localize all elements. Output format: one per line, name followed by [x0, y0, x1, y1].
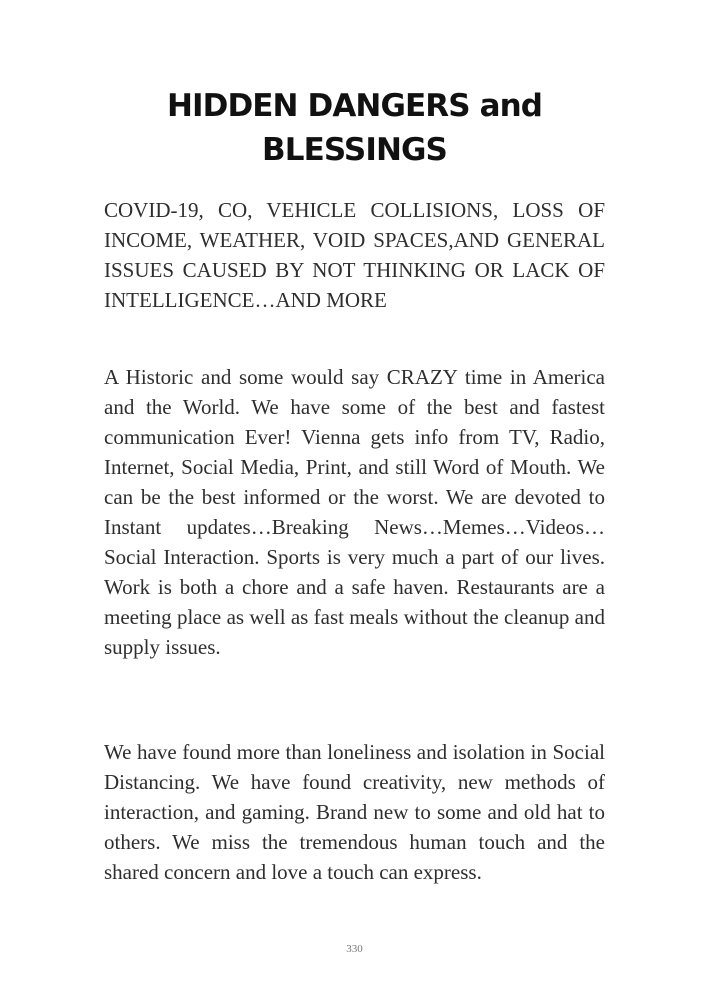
page-title: HIDDEN DANGERS and BLESSINGS [166, 88, 543, 168]
body-paragraph: We have found more than loneliness and isolation in Social Distancing. We have found creativity, new methods of interaction, and gaming. Brand new to some and old hat to others. We miss the tremendous human touch and the shared concern and love a touch can express. [104, 740, 605, 884]
body-paragraph: A Historic and some would say CRAZY time in America and the World. We have some of the best and fastest communication Ever! Vienna gets info from TV, Radio, Internet, Social Media, Print, and still Word of Mouth. We can be the best informed or the worst. We are devoted to Instant updates…Breaking News…Memes…Videos…Social Interaction. Sports is very much a part of our lives. Work is both a chore and a safe haven. Restaurants are a meeting place as well as fast meals without the cleanup and supply issues. [104, 365, 605, 659]
page-number: 330 [346, 943, 363, 955]
chapter-subtitle: COVID-19, CO, VEHICLE COLLISIONS, LOSS OF INCOME, WEATHER, VOID SPACES,AND GENERAL ISSUES CAUSED BY NOT THINKING OR LACK OF INTELLIGENCE…AND MORE [104, 198, 605, 312]
